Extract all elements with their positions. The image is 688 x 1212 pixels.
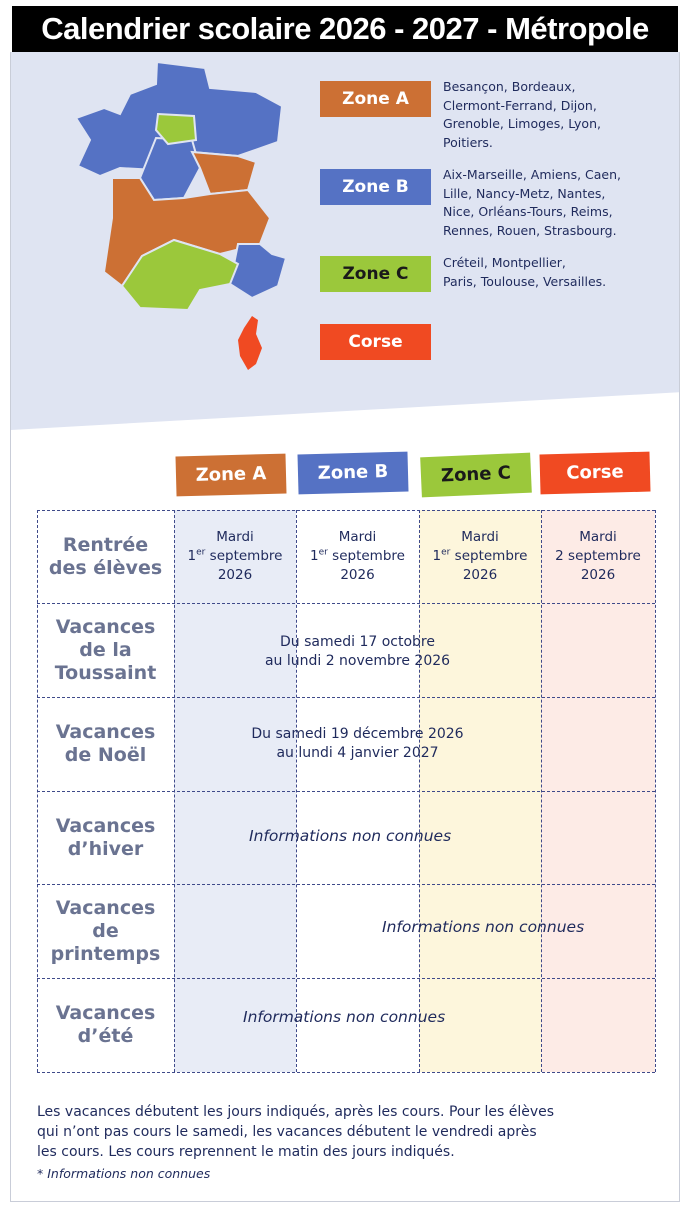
row-label-toussaint: Vacances de la Toussaint	[54, 615, 157, 684]
toussaint-dates: Du samedi 17 octobre au lundi 2 novembre 2026	[264, 634, 451, 669]
grid-line	[541, 510, 542, 1072]
legend-zone-c-tag: Zone C	[320, 256, 431, 292]
rentree-cell-zone-a: Mardi 1er septembre 2026	[187, 529, 283, 583]
footer-note: Les vacances débutent les jours indiqués, après les cours. Pour les élèves qui n’ont pas cours le samedi, les vacances débutent le vendredi après les cours. Les cours reprennent le matin des jours indiqués.	[37, 1104, 555, 1160]
grid-line	[419, 510, 420, 1072]
grid-line	[37, 1072, 655, 1073]
row-label-hiver: Vacances d’hiver	[55, 814, 156, 860]
column-header-zone-c: Zone C	[420, 453, 532, 498]
map-corse	[238, 316, 262, 370]
map-zone-b-southeast	[230, 244, 286, 298]
noel-dates: Du samedi 19 décembre 2026 au lundi 4 janvier 2027	[251, 726, 464, 761]
hiver-unknown: Informations non connues	[249, 827, 452, 845]
row-label-noel: Vacances de Noël	[55, 721, 156, 766]
column-header-zone-a: Zone A	[175, 454, 286, 497]
rentree-cell-zone-b: Mardi 1er septembre 2026	[310, 529, 405, 583]
legend-zone-a-tag: Zone A	[320, 81, 431, 117]
footnote: * Informations non connues	[37, 1166, 211, 1181]
row-label-ete: Vacances d’été	[55, 1002, 156, 1047]
rentree-cell-corse: Mardi 2 septembre 2026	[555, 529, 641, 583]
grid-line	[174, 510, 175, 1072]
row-label-printemps: Vacances de printemps	[50, 896, 161, 965]
row-label-rentree: Rentrée des élèves	[48, 533, 163, 579]
france-map	[60, 58, 300, 378]
legend-corse-tag: Corse	[320, 324, 431, 360]
column-header-corse: Corse	[539, 452, 650, 495]
rentree-cell-zone-c: Mardi 1er septembre 2026	[432, 529, 528, 583]
map-zone-a-east	[192, 152, 256, 194]
legend-zone-b-academies: Aix-Marseille, Amiens, Caen, Lille, Nancy-Metz, Nantes, Nice, Orléans-Tours, Reims, Rennes, Rouen, Strasbourg.	[443, 167, 622, 238]
printemps-unknown: Informations non connues	[382, 918, 585, 936]
grid-line	[296, 510, 297, 1072]
column-header-zone-b: Zone B	[297, 452, 408, 495]
page-title: Calendrier scolaire 2026 - 2027 - Métropole	[12, 6, 678, 52]
legend-zone-a-academies: Besançon, Bordeaux, Clermont-Ferrand, Dijon, Grenoble, Limoges, Lyon, Poitiers.	[443, 79, 601, 150]
grid-line	[655, 510, 656, 1072]
legend-zone-c-academies: Créteil, Montpellier, Paris, Toulouse, Versailles.	[443, 255, 607, 289]
legend-zone-b-tag: Zone B	[320, 169, 431, 205]
ete-unknown: Informations non connues	[243, 1008, 446, 1026]
